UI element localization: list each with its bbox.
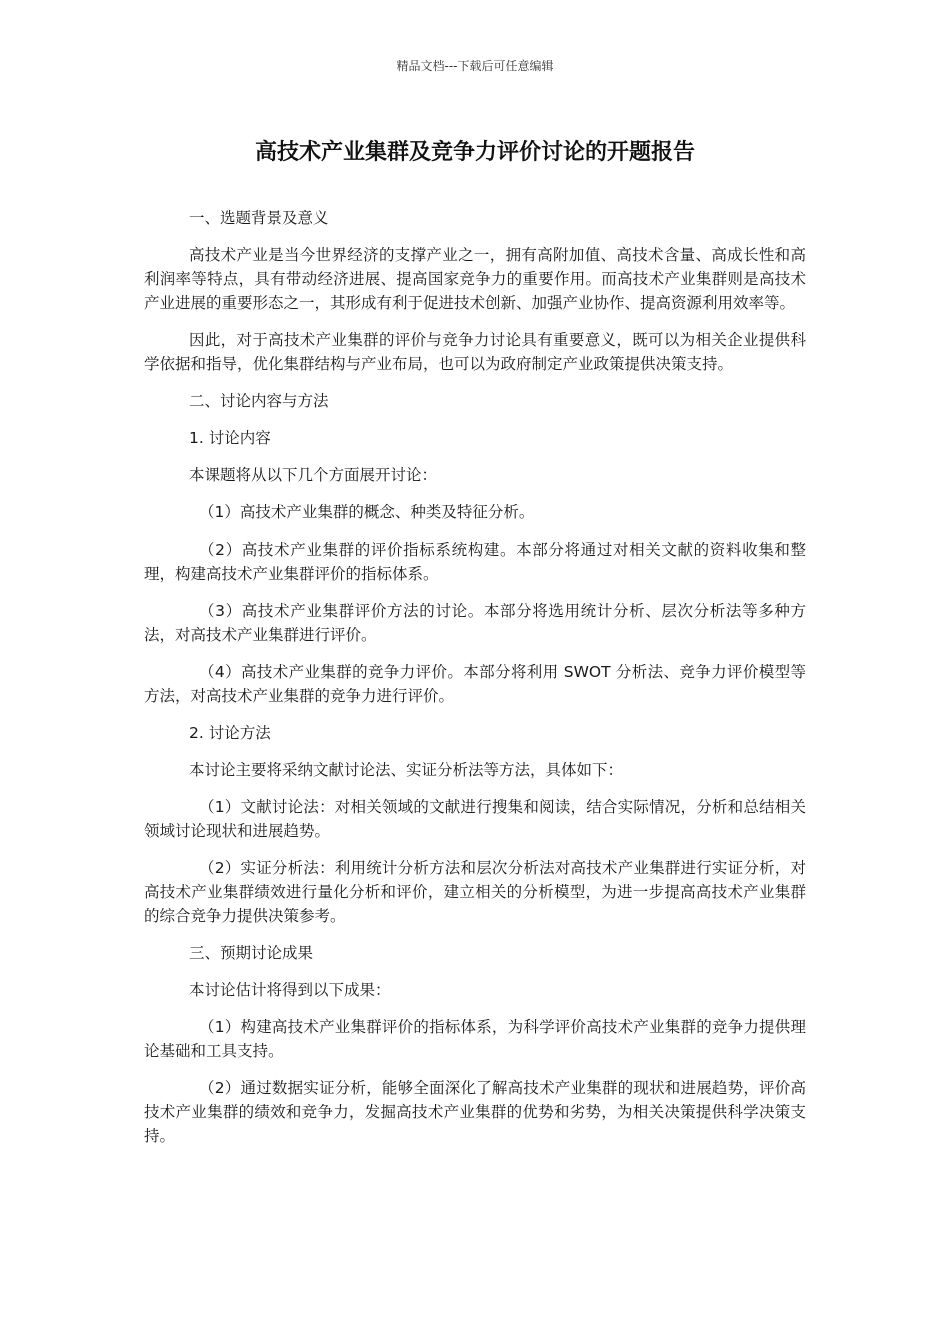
paragraph-results-intro: 本讨论估计将得到以下成果： xyxy=(189,981,391,999)
subheading-method: 2. 讨论方法 xyxy=(189,724,271,742)
header-note: 精品文档---下载后可任意编辑 xyxy=(396,59,554,73)
section-heading-expected-results: 三、预期讨论成果 xyxy=(189,944,314,962)
list-item-method-1: （1）文献讨论法：对相关领域的文献进行搜集和阅读，结合实际情况，分析和总结相关领域讨论现状和进展趋势。 xyxy=(144,798,806,840)
list-item-result-2: （2）通过数据实证分析，能够全面深化了解高技术产业集群的现状和进展趋势，评价高技术产业集群的绩效和竞争力，发掘高技术产业集群的优势和劣势，为相关决策提供科学决策支持。 xyxy=(144,1079,806,1145)
subheading-content: 1. 讨论内容 xyxy=(189,429,271,447)
section-heading-content-method: 二、讨论内容与方法 xyxy=(189,392,329,410)
section-heading-background: 一、选题背景及意义 xyxy=(189,209,329,227)
document-title: 高技术产业集群及竞争力评价讨论的开题报告 xyxy=(254,140,695,165)
list-item-content-2: （2）高技术产业集群的评价指标系统构建。本部分将通过对相关文献的资料收集和整理，构建高技术产业集群评价的指标体系。 xyxy=(144,541,806,583)
list-item-content-1: （1）高技术产业集群的概念、种类及特征分析。 xyxy=(199,503,535,521)
paragraph-method-intro: 本讨论主要将采纳文献讨论法、实证分析法等方法，具体如下： xyxy=(189,761,624,779)
paragraph-background-1: 高技术产业是当今世界经济的支撑产业之一，拥有高附加值、高技术含量、高成长性和高利润率等特点，具有带动经济进展、提高国家竞争力的重要作用。而高技术产业集群则是高技术产业进展的重要形态之一，其形成有利于促进技术创新、加强产业协作、提高资源利用效率等。 xyxy=(144,246,806,312)
list-item-content-3: （3）高技术产业集群评价方法的讨论。本部分将选用统计分析、层次分析法等多种方法，对高技术产业集群进行评价。 xyxy=(144,602,806,644)
list-item-result-1: （1）构建高技术产业集群评价的指标体系，为科学评价高技术产业集群的竞争力提供理论基础和工具支持。 xyxy=(144,1018,806,1060)
paragraph-background-2: 因此，对于高技术产业集群的评价与竞争力讨论具有重要意义，既可以为相关企业提供科学依据和指导，优化集群结构与产业布局，也可以为政府制定产业政策提供决策支持。 xyxy=(144,331,806,373)
document-body xyxy=(144,206,806,1148)
paragraph-content-intro: 本课题将从以下几个方面展开讨论： xyxy=(189,466,438,484)
list-item-content-4: （4）高技术产业集群的竞争力评价。本部分将利用 SWOT 分析法、竞争力评价模型等方法，对高技术产业集群的竞争力进行评价。 xyxy=(144,663,806,705)
list-item-method-2: （2）实证分析法：利用统计分析方法和层次分析法对高技术产业集群进行实证分析，对高技术产业集群绩效进行量化分析和评价，建立相关的分析模型，为进一步提高高技术产业集群的综合竞争力提供决策参考。 xyxy=(144,859,806,925)
